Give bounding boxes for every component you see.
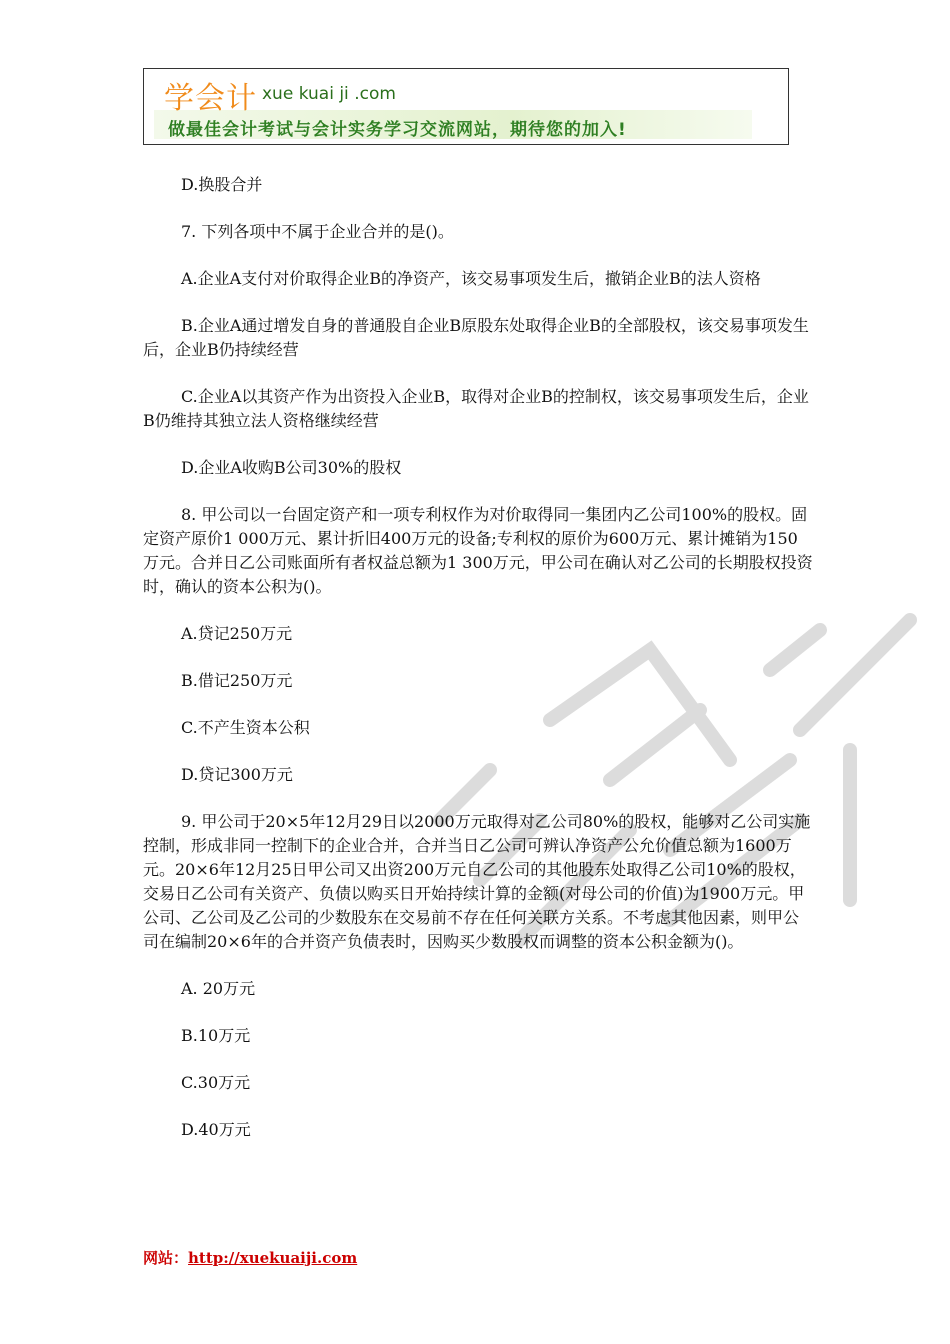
option-b-q9: B.10万元 (181, 1026, 251, 1045)
document-body (143, 173, 813, 1165)
option-d-q8: D.贷记300万元 (181, 765, 293, 784)
option-a-q9: A. 20万元 (181, 979, 256, 998)
option-d-q9: D.40万元 (181, 1120, 251, 1139)
option-a-q8: A.贷记250万元 (181, 624, 293, 643)
option-c-q8: C.不产生资本公积 (181, 718, 310, 737)
option-b-q8: B.借记250万元 (181, 671, 293, 690)
page-footer (143, 1247, 357, 1268)
option-b-q7: B.企业A通过增发自身的普通股自企业B原股东处取得企业B的全部股权，该交易事项发生后，企业B仍持续经营 (143, 316, 809, 359)
footer-label: 网站： (143, 1249, 189, 1267)
logo-chinese: 学会计 (164, 81, 257, 116)
option-c-q9: C.30万元 (181, 1073, 251, 1092)
question-8: 8. 甲公司以一台固定资产和一项专利权作为对价取得同一集团内乙公司100%的股权。固定资产原价1 000万元、累计折旧400万元的设备;专利权的原价为600万元、累计摊销为150万元。合并日乙公司账面所有者权益总额为1 300万元，甲公司在确认对乙公司的长期股权投资时，确认的资本公积为()。 (143, 505, 813, 596)
banner-slogan: 做最佳会计考试与会计实务学习交流网站，期待您的加入! (168, 120, 627, 140)
site-banner (143, 68, 789, 145)
question-7: 7. 下列各项中不属于企业合并的是()。 (181, 222, 454, 241)
option-c-q7: C.企业A以其资产作为出资投入企业B，取得对企业B的控制权，该交易事项发生后，企业B仍维持其独立法人资格继续经营 (143, 387, 809, 430)
footer-link[interactable]: http://xuekuaiji.com (188, 1249, 358, 1267)
option-d-q6: D.换股合并 (181, 175, 263, 194)
option-d-q7: D.企业A收购B公司30%的股权 (181, 458, 402, 477)
logo-english: xue kuai ji .com (262, 84, 396, 104)
option-a-q7: A.企业A支付对价取得企业B的净资产，该交易事项发生后，撤销企业B的法人资格 (181, 269, 761, 288)
question-9: 9. 甲公司于20×5年12月29日以2000万元取得对乙公司80%的股权，能够对乙公司实施控制，形成非同一控制下的企业合并，合并当日乙公司可辨认净资产公允价值总额为1600万元。20×6年12月25日甲公司又出资200万元自乙公司的其他股东处取得乙公司10%的股权，交易日乙公司有关资产、负债以购买日开始持续计算的金额(对母公司的价值)为1900万元。甲公司、乙公司及乙公司的少数股东在交易前不存在任何关联方关系。不考虑其他因素，则甲公司在编制20×6年的合并资产负债表时，因购买少数股权而调整的资本公积金额为()。 (143, 812, 811, 951)
